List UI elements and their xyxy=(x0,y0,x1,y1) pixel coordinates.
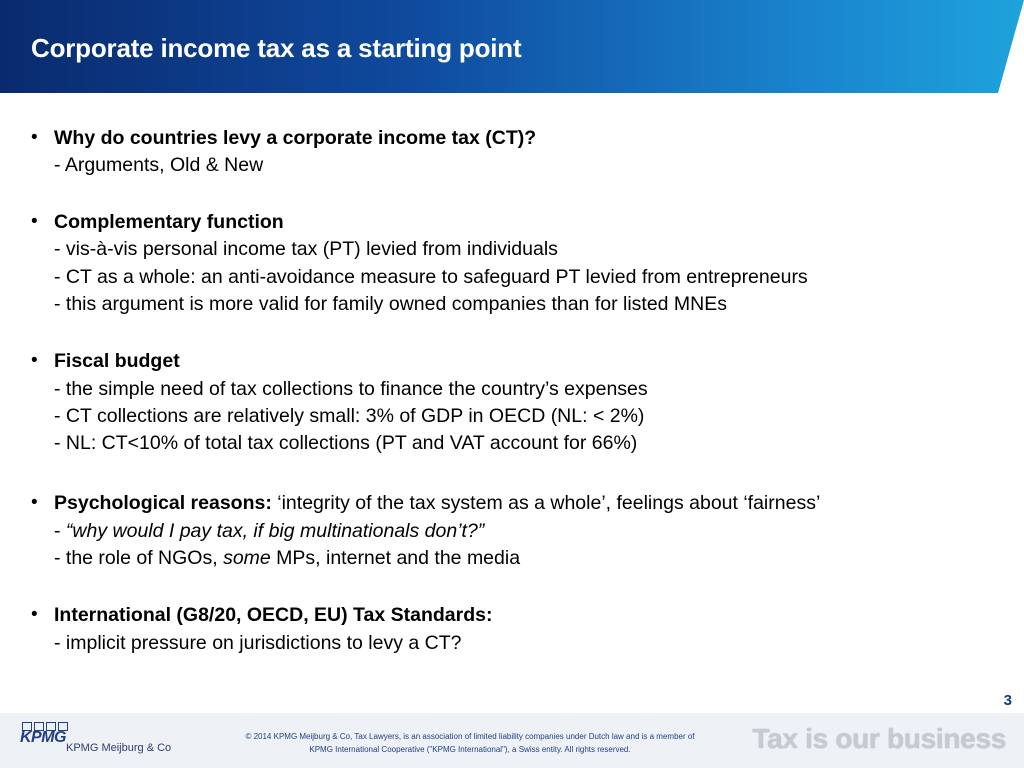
section-heading-tail: ‘integrity of the tax system as a whole’, feelings about ‘fairness’ xyxy=(271,492,821,514)
kpmg-logo: KPMG xyxy=(20,729,66,746)
section-line: - NL: CT<10% of total tax collections (PT and VAT account for 66%) xyxy=(54,432,638,454)
section-line: - implicit pressure on jurisdictions to levy a CT? xyxy=(54,632,462,654)
page-number: 3 xyxy=(1003,692,1012,709)
bullet-icon: • xyxy=(31,350,38,371)
tagline: Tax is our business xyxy=(752,723,1006,754)
section-line: - this argument is more valid for family owned companies than for listed MNEs xyxy=(54,293,728,315)
section-line: - vis-à-vis personal income tax (PT) levied from individuals xyxy=(54,238,558,260)
bullet-icon: • xyxy=(31,492,38,513)
section-heading: International (G8/20, OECD, EU) Tax Standards: xyxy=(54,604,493,626)
bullet-icon: • xyxy=(31,211,38,232)
section-line xyxy=(54,546,520,570)
section-heading: Complementary function xyxy=(54,211,284,233)
section-line: - Arguments, Old & New xyxy=(54,154,264,176)
quote-text: “why would I pay tax, if big multinationals don’t?” xyxy=(65,520,485,542)
section-heading: Why do countries levy a corporate income tax (CT)? xyxy=(54,127,537,149)
firm-name: KPMG Meijburg & Co xyxy=(66,742,172,754)
copyright-line: KPMG International Cooperative ("KPMG International"), a Swiss entity. All rights reserved. xyxy=(309,745,631,754)
emphasis-text: some xyxy=(223,547,271,569)
section-line xyxy=(54,519,484,543)
copyright-notice xyxy=(220,730,720,756)
section-line: - the simple need of tax collections to finance the country’s expenses xyxy=(54,378,648,400)
bullet-icon: • xyxy=(31,604,38,625)
line-prefix: - the role of NGOs, xyxy=(54,547,224,569)
section-heading-row xyxy=(54,491,820,515)
line-suffix: MPs, internet and the media xyxy=(270,547,521,569)
copyright-line: © 2014 KPMG Meijburg & Co, Tax Lawyers, is an association of limited liability companies under Dutch law and is a member of xyxy=(245,732,695,741)
line-prefix: - xyxy=(54,520,66,542)
slide-title: Corporate income tax as a starting point xyxy=(31,33,522,63)
section-heading: Fiscal budget xyxy=(54,350,180,372)
section-heading: Psychological reasons: xyxy=(54,492,272,514)
section-line: - CT as a whole: an anti-avoidance measure to safeguard PT levied from entrepreneurs xyxy=(54,266,808,288)
bullet-icon: • xyxy=(31,127,38,148)
section-line: - CT collections are relatively small: 3% of GDP in OECD (NL: < 2%) xyxy=(54,405,645,427)
